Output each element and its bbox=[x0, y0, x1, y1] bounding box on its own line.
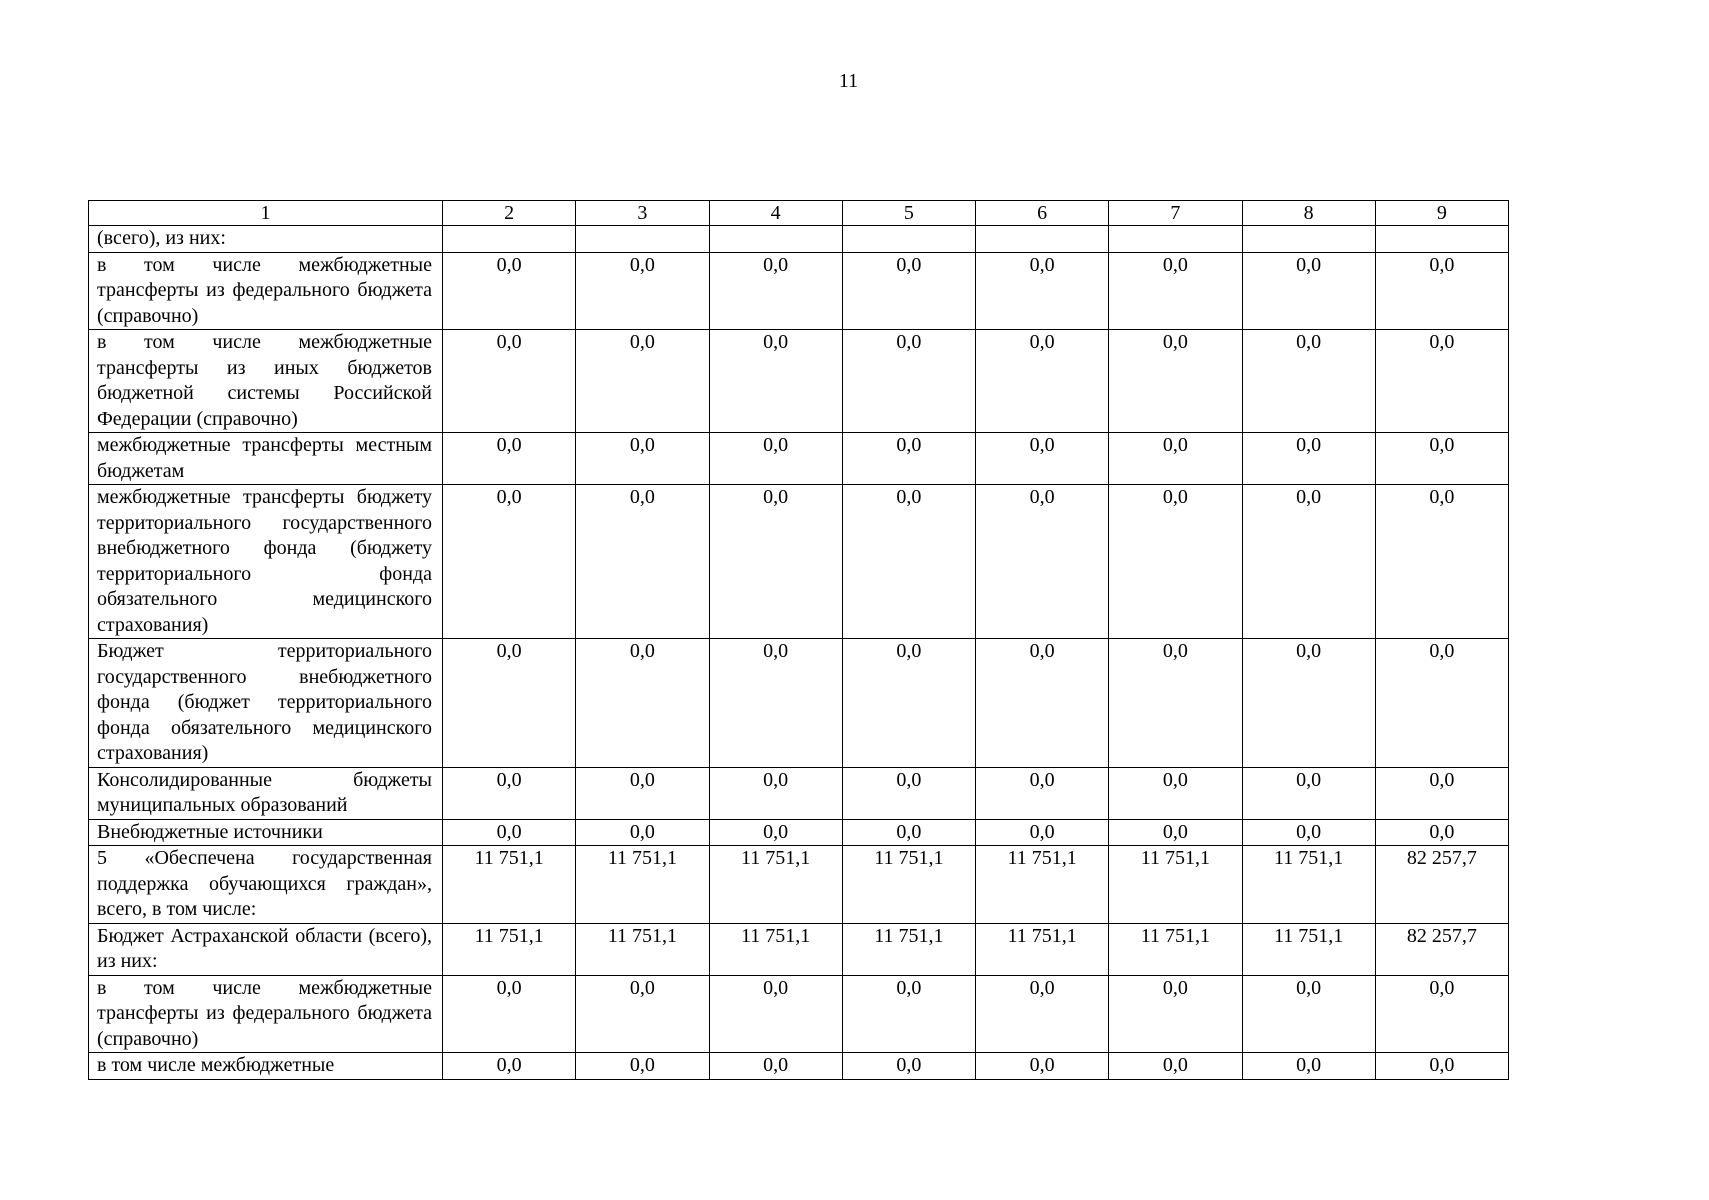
column-header: 2 bbox=[443, 201, 576, 226]
cell-value: 0,0 bbox=[1109, 975, 1242, 1053]
cell-value: 0,0 bbox=[1242, 767, 1375, 819]
row-label: в том числе межбюджетные bbox=[89, 1053, 443, 1080]
table-row bbox=[89, 226, 1509, 253]
column-header: 3 bbox=[576, 201, 709, 226]
column-header: 1 bbox=[89, 201, 443, 226]
cell-value: 0,0 bbox=[709, 330, 842, 433]
row-label: Бюджет Астраханской области (всего), из них: bbox=[89, 923, 443, 975]
table-row bbox=[89, 1053, 1509, 1080]
cell-value: 0,0 bbox=[709, 639, 842, 768]
cell-value: 0,0 bbox=[443, 330, 576, 433]
cell-value: 0,0 bbox=[443, 975, 576, 1053]
column-header: 6 bbox=[976, 201, 1109, 226]
cell-value: 0,0 bbox=[709, 1053, 842, 1080]
row-label: в том числе межбюджетные трансферты из федерального бюджета (справочно) bbox=[89, 975, 443, 1053]
cell-value bbox=[1375, 226, 1508, 253]
row-label: (всего), из них: bbox=[89, 226, 443, 253]
cell-value: 0,0 bbox=[576, 1053, 709, 1080]
cell-value: 0,0 bbox=[576, 485, 709, 639]
cell-value: 0,0 bbox=[1242, 433, 1375, 485]
row-label: в том числе межбюджетные трансферты из федерального бюджета (справочно) bbox=[89, 252, 443, 330]
cell-value: 0,0 bbox=[1242, 1053, 1375, 1080]
cell-value: 0,0 bbox=[1109, 433, 1242, 485]
cell-value: 0,0 bbox=[976, 639, 1109, 768]
cell-value: 0,0 bbox=[842, 485, 975, 639]
row-label: Бюджет территориального государственного внебюджетного фонда (бюджет территориального фонда обязательного медицинского страхования) bbox=[89, 639, 443, 768]
cell-value: 0,0 bbox=[576, 767, 709, 819]
cell-value: 11 751,1 bbox=[842, 846, 975, 924]
page-number: 11 bbox=[838, 70, 859, 92]
cell-value: 11 751,1 bbox=[1242, 846, 1375, 924]
cell-value: 0,0 bbox=[842, 1053, 975, 1080]
column-header: 4 bbox=[709, 201, 842, 226]
cell-value: 0,0 bbox=[976, 330, 1109, 433]
table-row bbox=[89, 252, 1509, 330]
column-header: 5 bbox=[842, 201, 975, 226]
cell-value: 0,0 bbox=[576, 433, 709, 485]
cell-value: 0,0 bbox=[1242, 819, 1375, 846]
cell-value: 0,0 bbox=[842, 252, 975, 330]
column-header: 7 bbox=[1109, 201, 1242, 226]
cell-value: 0,0 bbox=[1109, 252, 1242, 330]
table-row bbox=[89, 639, 1509, 768]
cell-value: 0,0 bbox=[1109, 330, 1242, 433]
cell-value: 0,0 bbox=[1109, 485, 1242, 639]
cell-value: 0,0 bbox=[976, 485, 1109, 639]
cell-value: 11 751,1 bbox=[1242, 923, 1375, 975]
cell-value: 0,0 bbox=[709, 252, 842, 330]
table-row bbox=[89, 433, 1509, 485]
cell-value: 82 257,7 bbox=[1375, 846, 1508, 924]
cell-value: 0,0 bbox=[976, 819, 1109, 846]
cell-value: 0,0 bbox=[976, 1053, 1109, 1080]
cell-value: 0,0 bbox=[1109, 639, 1242, 768]
cell-value: 0,0 bbox=[842, 767, 975, 819]
row-label: межбюджетные трансферты бюджету территориального государственного внебюджетного фонда (бюджету территориального фонда обязательного медицинского страхования) bbox=[89, 485, 443, 639]
cell-value: 0,0 bbox=[1375, 485, 1508, 639]
cell-value: 0,0 bbox=[443, 639, 576, 768]
table-row bbox=[89, 330, 1509, 433]
row-label: Консолидированные бюджеты муниципальных образований bbox=[89, 767, 443, 819]
cell-value: 0,0 bbox=[576, 639, 709, 768]
cell-value bbox=[1109, 226, 1242, 253]
cell-value: 0,0 bbox=[576, 330, 709, 433]
row-label: в том числе межбюджетные трансферты из иных бюджетов бюджетной системы Российской Федерации (справочно) bbox=[89, 330, 443, 433]
cell-value: 0,0 bbox=[842, 639, 975, 768]
cell-value: 0,0 bbox=[1375, 819, 1508, 846]
cell-value: 0,0 bbox=[1375, 975, 1508, 1053]
cell-value bbox=[1242, 226, 1375, 253]
cell-value bbox=[709, 226, 842, 253]
row-label: Внебюджетные источники bbox=[89, 819, 443, 846]
cell-value: 11 751,1 bbox=[576, 923, 709, 975]
cell-value: 0,0 bbox=[709, 485, 842, 639]
column-header: 9 bbox=[1375, 201, 1508, 226]
cell-value: 11 751,1 bbox=[443, 923, 576, 975]
cell-value bbox=[976, 226, 1109, 253]
cell-value: 0,0 bbox=[1242, 639, 1375, 768]
cell-value bbox=[842, 226, 975, 253]
cell-value: 0,0 bbox=[1375, 1053, 1508, 1080]
cell-value: 0,0 bbox=[1242, 252, 1375, 330]
cell-value: 0,0 bbox=[1109, 767, 1242, 819]
budget-table bbox=[88, 200, 1509, 1080]
cell-value: 0,0 bbox=[1375, 639, 1508, 768]
cell-value: 11 751,1 bbox=[976, 846, 1109, 924]
cell-value: 0,0 bbox=[976, 767, 1109, 819]
cell-value bbox=[576, 226, 709, 253]
cell-value: 11 751,1 bbox=[842, 923, 975, 975]
cell-value bbox=[443, 226, 576, 253]
cell-value: 11 751,1 bbox=[976, 923, 1109, 975]
cell-value: 0,0 bbox=[976, 252, 1109, 330]
row-label: 5 «Обеспечена государственная поддержка обучающихся граждан», всего, в том числе: bbox=[89, 846, 443, 924]
cell-value: 0,0 bbox=[709, 975, 842, 1053]
cell-value: 0,0 bbox=[576, 252, 709, 330]
cell-value: 0,0 bbox=[576, 819, 709, 846]
cell-value: 0,0 bbox=[443, 767, 576, 819]
table-row bbox=[89, 819, 1509, 846]
table-row bbox=[89, 485, 1509, 639]
column-number-row bbox=[89, 201, 1509, 226]
cell-value: 0,0 bbox=[576, 975, 709, 1053]
cell-value: 11 751,1 bbox=[443, 846, 576, 924]
column-header: 8 bbox=[1242, 201, 1375, 226]
table-row bbox=[89, 975, 1509, 1053]
cell-value: 0,0 bbox=[842, 330, 975, 433]
cell-value: 0,0 bbox=[443, 1053, 576, 1080]
cell-value: 0,0 bbox=[709, 433, 842, 485]
cell-value: 0,0 bbox=[976, 433, 1109, 485]
cell-value: 11 751,1 bbox=[709, 846, 842, 924]
cell-value: 0,0 bbox=[443, 819, 576, 846]
cell-value: 0,0 bbox=[1375, 767, 1508, 819]
table-row bbox=[89, 767, 1509, 819]
cell-value: 0,0 bbox=[1109, 819, 1242, 846]
cell-value: 0,0 bbox=[709, 767, 842, 819]
cell-value: 11 751,1 bbox=[576, 846, 709, 924]
cell-value: 11 751,1 bbox=[1109, 923, 1242, 975]
cell-value: 11 751,1 bbox=[709, 923, 842, 975]
cell-value: 0,0 bbox=[709, 819, 842, 846]
cell-value: 0,0 bbox=[1375, 252, 1508, 330]
cell-value: 11 751,1 bbox=[1109, 846, 1242, 924]
cell-value: 0,0 bbox=[1242, 485, 1375, 639]
table-row bbox=[89, 923, 1509, 975]
cell-value: 0,0 bbox=[443, 433, 576, 485]
cell-value: 0,0 bbox=[1242, 330, 1375, 433]
table-row bbox=[89, 846, 1509, 924]
cell-value: 0,0 bbox=[976, 975, 1109, 1053]
cell-value: 0,0 bbox=[443, 485, 576, 639]
cell-value: 0,0 bbox=[842, 433, 975, 485]
cell-value: 0,0 bbox=[1242, 975, 1375, 1053]
row-label: межбюджетные трансферты местным бюджетам bbox=[89, 433, 443, 485]
cell-value: 0,0 bbox=[842, 819, 975, 846]
cell-value: 0,0 bbox=[1109, 1053, 1242, 1080]
cell-value: 0,0 bbox=[842, 975, 975, 1053]
cell-value: 0,0 bbox=[443, 252, 576, 330]
cell-value: 0,0 bbox=[1375, 433, 1508, 485]
cell-value: 82 257,7 bbox=[1375, 923, 1508, 975]
cell-value: 0,0 bbox=[1375, 330, 1508, 433]
